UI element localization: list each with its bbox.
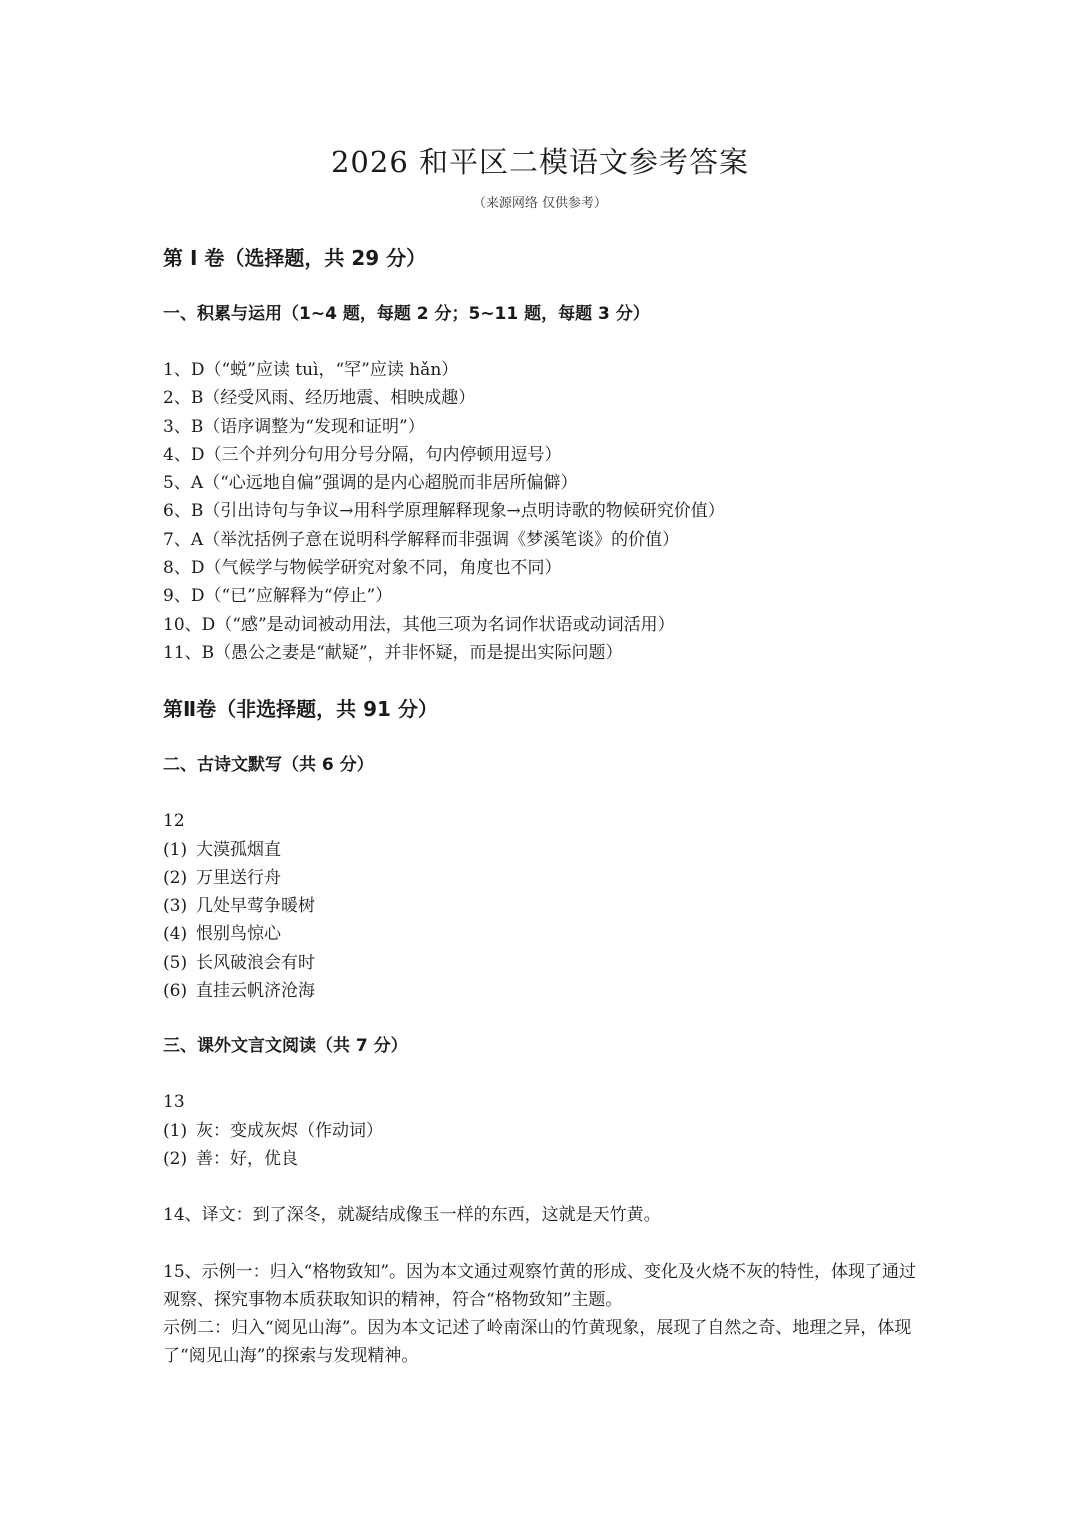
page-subtitle: （来源网络 仅供参考） — [472, 196, 608, 211]
answer-list-recitation — [163, 836, 923, 1006]
section-3-heading: 三、课外文言文阅读（共 7 分） — [163, 1036, 408, 1057]
list-item — [163, 836, 923, 864]
item-text: 灰：变成灰烬（作动词） — [196, 1120, 383, 1141]
answer-item: 9、D（“已”应解释为“停止”） — [163, 586, 393, 607]
answer-15-example-2: 示例二：归入“阅见山海”。因为本文记述了岭南深山的竹黄现象，展现了自然之奇、地理之异，体现了“阅见山海”的探索与发现精神。 — [163, 1318, 912, 1367]
item-text: 直挂云帆济沧海 — [196, 981, 315, 1002]
answer-list-classical — [163, 1117, 923, 1174]
list-item — [163, 1117, 923, 1145]
answer-item: 6、B（引出诗句与争议→用科学原理解释现象→点明诗歌的物候研究价值） — [163, 501, 725, 522]
item-index: (1) — [163, 1120, 188, 1141]
answer-item: 11、B（愚公之妻是“献疑”，并非怀疑，而是提出实际问题） — [163, 642, 623, 663]
item-text: 大漠孤烟直 — [196, 839, 281, 860]
item-index: (1) — [163, 839, 188, 860]
item-text: 长风破浪会有时 — [196, 952, 315, 973]
answer-item: 1、D（“蜕”应读 tuì，“罕”应读 hǎn） — [163, 360, 459, 380]
answer-15-example-1: 15、示例一：归入“格物致知”。因为本文通过观察竹黄的形成、变化及火烧不灰的特性，体现了通过观察、探究事物本质获取知识的精神，符合“格物致知”主题。 — [163, 1261, 917, 1310]
page-title: 2026 和平区二模语文参考答案 — [330, 145, 750, 179]
question-number: 12 — [163, 811, 185, 832]
list-item — [163, 864, 923, 892]
volume-1-heading: 第 I 卷（选择题，共 29 分） — [163, 246, 427, 270]
item-index: (3) — [163, 896, 188, 917]
answer-item: 4、D（三个并列分句用分号分隔，句内停顿用逗号） — [163, 444, 562, 465]
volume-2-heading: 第Ⅱ卷（非选择题，共 91 分） — [163, 697, 438, 722]
section-1-heading: 一、积累与运用（1~4 题，每题 2 分；5~11 题，每题 3 分） — [163, 304, 650, 324]
item-text: 恨别鸟惊心 — [196, 924, 281, 945]
item-index: (2) — [163, 1148, 188, 1169]
section-2-heading: 二、古诗文默写（共 6 分） — [163, 755, 374, 776]
list-item — [163, 1145, 923, 1173]
answer-item: 3、B（语序调整为“发现和证明”） — [163, 416, 425, 437]
item-index: (2) — [163, 867, 188, 888]
answer-list-choice — [163, 356, 923, 667]
item-index: (6) — [163, 981, 188, 1002]
answer-item: 2、B（经受风雨、经历地震、相映成趣） — [163, 388, 476, 409]
answer-item: 8、D（气候学与物候学研究对象不同，角度也不同） — [163, 558, 562, 579]
item-index: (4) — [163, 924, 188, 945]
question-number: 13 — [163, 1092, 185, 1113]
item-text: 几处早莺争暖树 — [196, 896, 315, 917]
item-text: 万里送行舟 — [196, 867, 281, 888]
answer-14: 14、译文：到了深冬，就凝结成像玉一样的东西，这就是天竹黄。 — [163, 1205, 661, 1226]
document-body — [163, 243, 923, 1371]
item-index: (5) — [163, 952, 188, 973]
list-item — [163, 949, 923, 977]
answer-item: 7、A（举沈括例子意在说明科学解释而非强调《梦溪笔谈》的价值） — [163, 529, 680, 550]
answer-item: 10、D（“感”是动词被动用法，其他三项为名词作状语或动词活用） — [163, 614, 675, 635]
list-item — [163, 977, 923, 1005]
answer-item: 5、A（“心远地自偏”强调的是内心超脱而非居所偏僻） — [163, 473, 578, 494]
item-text: 善：好，优良 — [196, 1148, 298, 1169]
list-item — [163, 920, 923, 948]
list-item — [163, 892, 923, 920]
